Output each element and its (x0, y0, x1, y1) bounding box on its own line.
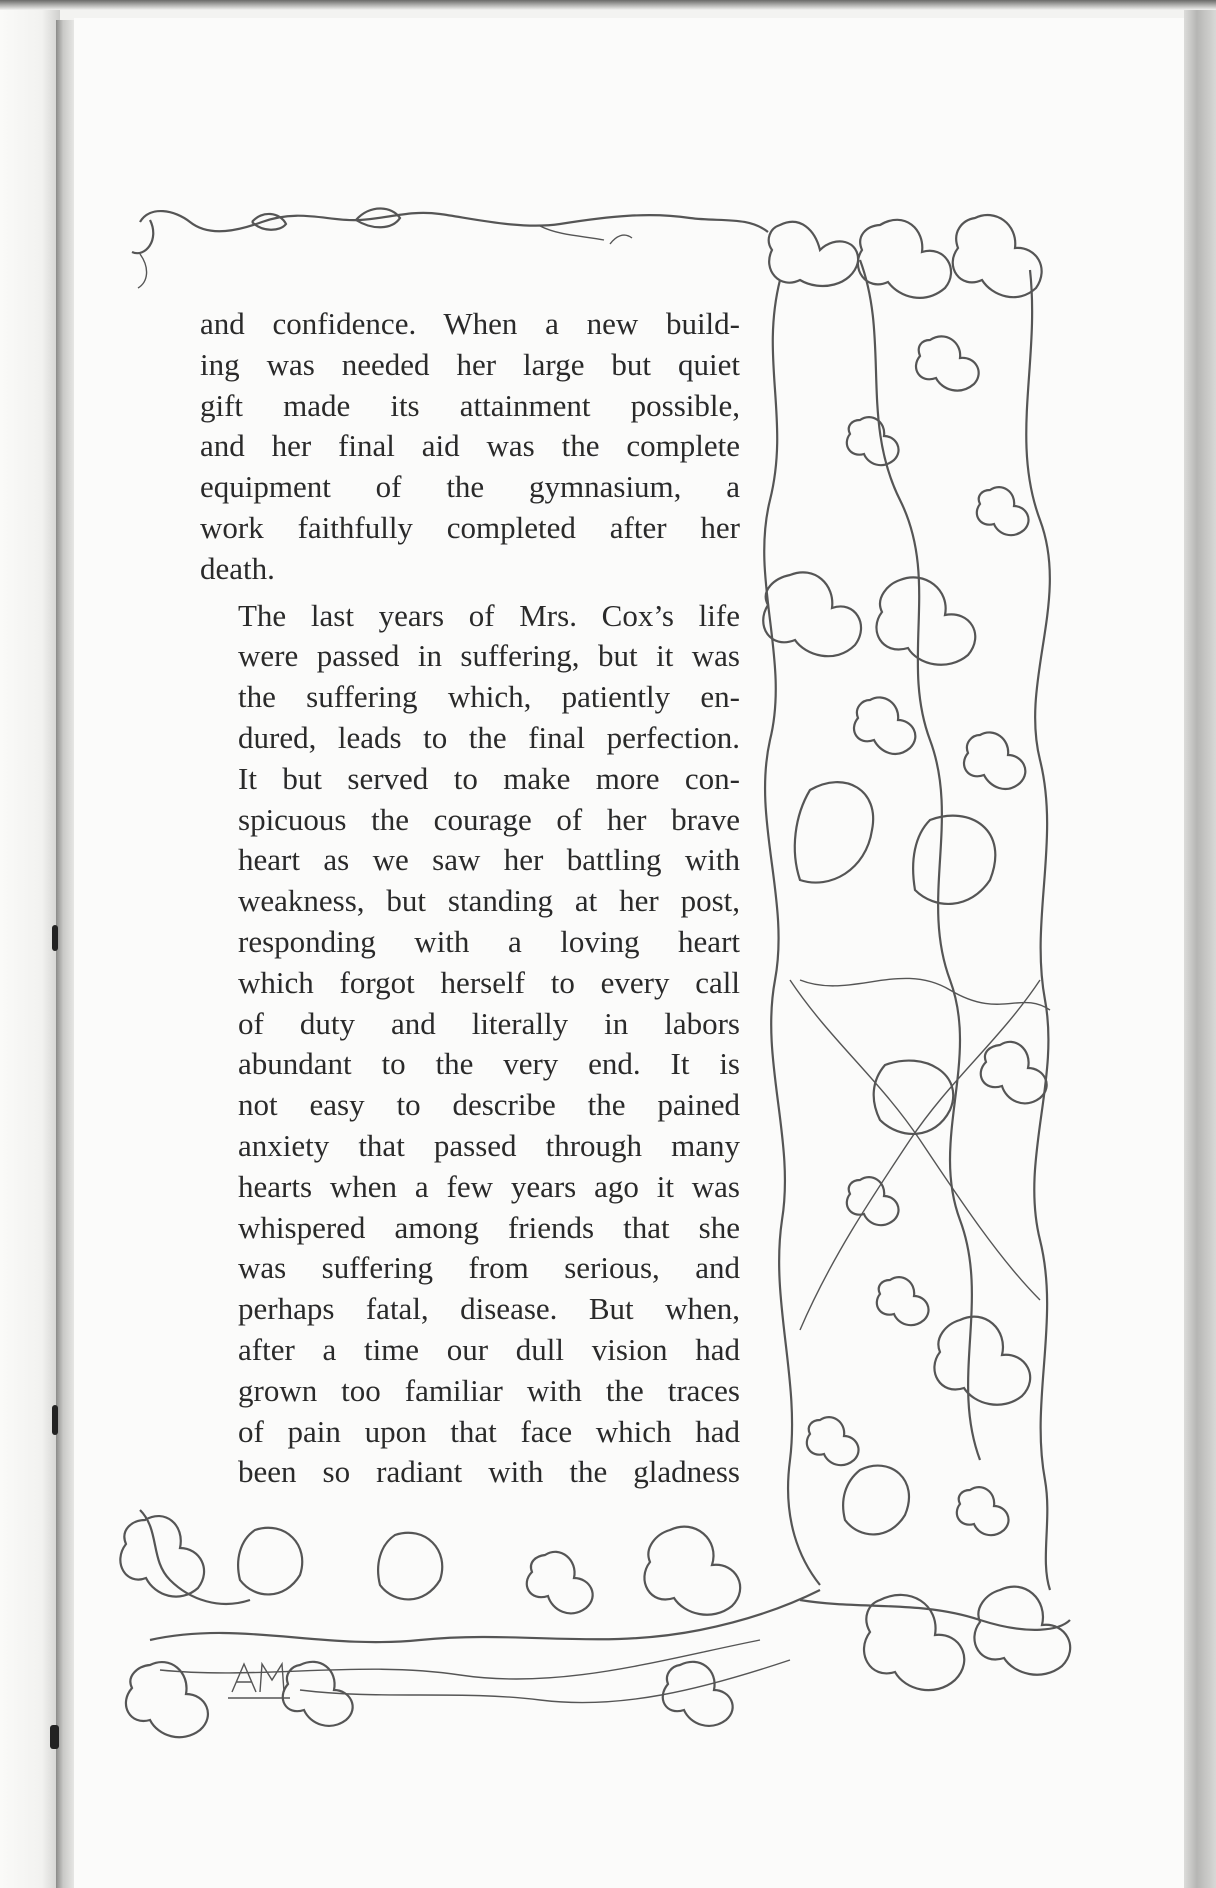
text-line: weakness, but standing at her post, (238, 883, 740, 919)
text-line: The last years of Mrs. Cox’s life (238, 597, 740, 633)
text-line: not easy to describe the pained (238, 1087, 740, 1123)
text-line: and confidence. When a new build- (200, 306, 740, 341)
text-line: abundant to the very end. It is (238, 1046, 740, 1082)
paragraph-2 (200, 596, 740, 1494)
text-line: anxiety that passed through many (238, 1127, 740, 1163)
text-line: spicuous the courage of her brave (238, 801, 740, 837)
text-line: of duty and literally in labors (238, 1005, 740, 1041)
text-line: grown too familiar with the traces (238, 1372, 740, 1408)
text-line: after a time our dull vision had (238, 1331, 740, 1367)
text-line: whispered among friends that she (238, 1209, 740, 1245)
text-line: It but served to make more con- (238, 760, 740, 796)
text-line: gift made its attainment possible, (200, 387, 740, 423)
text-line: been so radiant with the gladness (238, 1454, 740, 1490)
top-vine-ornament (132, 209, 768, 289)
text-line: heart as we saw her battling with (238, 842, 740, 878)
text-line: was suffering from serious, and (238, 1250, 740, 1286)
text-line: ing was needed her large but quiet (200, 346, 740, 382)
text-line: the suffering which, patiently en- (238, 679, 740, 715)
bottom-vine-ornament (120, 1510, 1070, 1737)
text-line: work faithfully completed after her (200, 509, 740, 545)
paragraph-1 (200, 304, 740, 590)
right-vine-ornament (763, 215, 1050, 1590)
body-text (200, 304, 740, 1493)
text-line: responding with a loving heart (238, 923, 740, 959)
text-line: of pain upon that face which had (238, 1413, 740, 1449)
text-line: hearts when a few years ago it was (238, 1168, 740, 1204)
text-line: perhaps fatal, disease. But when, (238, 1291, 740, 1327)
text-line: equipment of the gymnasium, a (200, 469, 740, 505)
text-line: and her final aid was the complete (200, 428, 740, 464)
text-line: dured, leads to the final perfection. (238, 719, 740, 755)
text-line: which forgot herself to every call (238, 964, 740, 1000)
text-line: death. (200, 550, 275, 586)
text-line: were passed in suffering, but it was (238, 638, 740, 674)
